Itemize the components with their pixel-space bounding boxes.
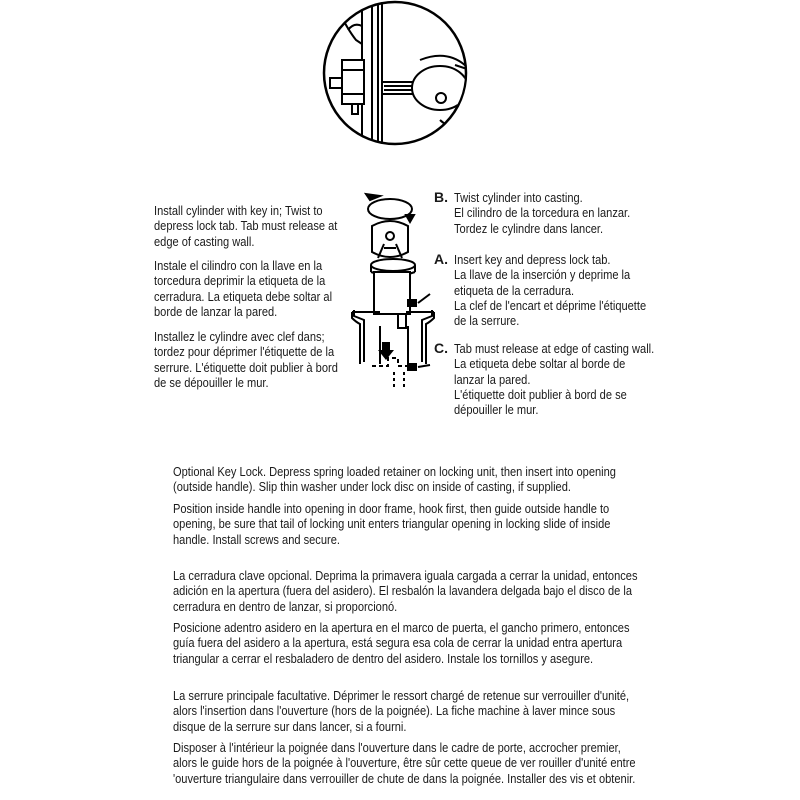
paragraph-en-2 xyxy=(173,502,610,548)
twist-arrow-icon xyxy=(366,194,414,222)
text-line: La serrure principale facultative. Déprimer le ressort chargé de retenue sur verrouiller d'unité, xyxy=(173,689,630,703)
text-line: Posicione adentro asidero en la apertura en el marco de puerta, el gancho primero, entonces xyxy=(173,621,630,635)
paragraph-en-1 xyxy=(173,465,616,496)
text-line: La cerradura clave opcional. Deprima la primavera iguala cargada a cerrar la unidad, entonces xyxy=(173,569,638,583)
text-line: cerradura en dentro de lanzar, si proporcionó. xyxy=(173,599,398,614)
text-line: etiqueta de la cerradura. xyxy=(454,283,575,298)
text-line: edge of casting wall. xyxy=(154,234,255,249)
paragraph-fr-1 xyxy=(173,689,629,735)
text-line: de se dépouiller le mur. xyxy=(154,375,269,390)
text-line: disque de la serrure sur dans lancer, si a fourni. xyxy=(173,719,407,734)
text-line: L'étiquette doit publier à bord de se xyxy=(454,387,627,402)
left-instructions-spanish xyxy=(154,259,332,320)
text-line: de la serrure. xyxy=(454,314,520,329)
text-line: Twist cylinder into casting. xyxy=(454,191,583,205)
text-line: 'ouverture triangulaire dans verrouiller de chute de dans la poignée. Installer des vis et obtenir. xyxy=(173,771,636,786)
text-line: Tordez le cylindre dans lancer. xyxy=(454,221,604,236)
step-letter: B. xyxy=(434,189,448,205)
text-line: La clef de l'encart et déprime l'étiquette xyxy=(454,298,647,313)
text-line: torcedura deprimir la etiqueta de la xyxy=(154,274,326,289)
text-line: Insert key and depress lock tab. xyxy=(454,253,611,267)
left-instructions-english xyxy=(154,204,337,250)
cylinder-lock-illustration xyxy=(352,221,434,388)
text-line: Tab must release at edge of casting wall. xyxy=(454,342,655,356)
text-line: La etiqueta debe soltar al borde de xyxy=(454,357,626,372)
paragraph-es-1 xyxy=(173,569,638,615)
left-instructions-french xyxy=(154,330,338,391)
text-line: Disposer à l'intérieur la poignée dans l'ouverture dans le cadre de porte, accrocher premier, xyxy=(173,741,621,755)
text-line: lanzar la pared. xyxy=(454,372,531,387)
text-line: (outside handle). Slip thin washer under lock disc on inside of casting, if supplied. xyxy=(173,480,571,495)
step-text xyxy=(454,253,646,329)
paragraph-fr-2 xyxy=(173,741,636,787)
text-line: guía fuera del asidero a la apertura, está segura esa cola de cerrar la unidad entra apertura xyxy=(173,636,623,651)
text-line: serrure. L'étiquette doit publier à bord xyxy=(154,360,338,375)
text-line: Position inside handle into opening in door frame, hook first, then guide outside handle to xyxy=(173,502,610,516)
text-line: depress lock tab. Tab must release at xyxy=(154,219,338,234)
step-text xyxy=(454,342,654,418)
text-line: opening, be sure that tail of locking unit enters triangular opening in locking slide of inside xyxy=(173,517,611,532)
text-line: El cilindro de la torcedura en lanzar. xyxy=(454,206,631,221)
text-line: Installez le cylindre avec clef dans; xyxy=(154,330,325,344)
text-line: dépouiller le mur. xyxy=(454,403,539,418)
paragraph-es-2 xyxy=(173,621,630,667)
text-line: handle. Install screws and secure. xyxy=(173,532,340,547)
text-line: alors l'insertion dans l'ouverture (hors de la poignée). La fiche machine à laver mince sous xyxy=(173,704,616,719)
step-letter: A. xyxy=(434,251,448,267)
text-line: Install cylinder with key in; Twist to xyxy=(154,204,323,218)
text-line: cerradura. La etiqueta debe soltar al xyxy=(154,289,333,304)
text-line: La llave de la inserción y deprime la xyxy=(454,268,631,283)
text-line: adición en la apertura (fuera del asidero). El resbalón la lavandera delgada bajo el disco de la xyxy=(173,584,632,599)
step-text xyxy=(454,191,630,237)
text-line: Instale el cilindro con la llave en la xyxy=(154,259,323,273)
text-line: tordez pour déprimer l'étiquette de la xyxy=(154,345,335,360)
detail-magnifier-illustration xyxy=(324,0,470,160)
text-line: triangular a cerrar el resbaladero de dentro del asidero. Instale los tornillos y asegure. xyxy=(173,651,594,666)
text-line: Optional Key Lock. Depress spring loaded retainer on locking unit, then insert into opening xyxy=(173,465,616,479)
text-line: borde de lanzar la pared. xyxy=(154,304,278,319)
step-letter: C. xyxy=(434,340,448,356)
text-line: alors le guide hors de la poignée à l'ouverture, être sûr cette queue de ver rouiller d'unité entre xyxy=(173,756,636,771)
